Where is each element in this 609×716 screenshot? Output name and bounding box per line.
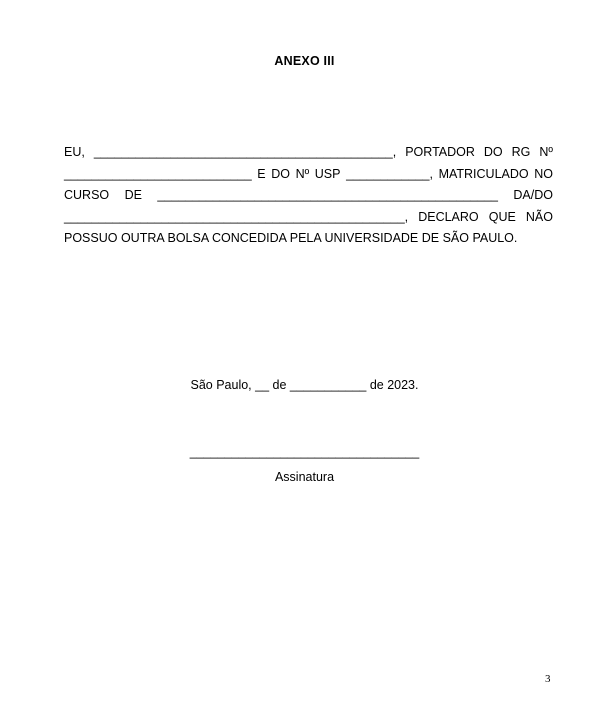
declaration-line-1 <box>64 142 553 164</box>
declaration-word: RG <box>511 145 531 159</box>
page-number: 3 <box>545 673 551 685</box>
declaration-sentence: POSSUO OUTRA BOLSA CONCEDIDA PELA UNIVERSIDADE DE SÃO PAULO. <box>64 231 518 245</box>
declaration-word: CURSO <box>64 188 110 202</box>
declaration-word: DE <box>124 188 142 202</box>
declaration-word: MATRICULADO <box>438 166 529 181</box>
declaration-word: NÃO <box>525 209 553 224</box>
declaration-word: DO <box>483 145 503 159</box>
declaration-word: NO <box>534 166 553 181</box>
name-blank: ___________________________________________, <box>93 145 397 159</box>
signature-label: Assinatura <box>274 470 335 484</box>
document-title: ANEXO III <box>274 54 335 68</box>
declaration-word: DECLARO <box>418 209 479 224</box>
declaration-word: Nº <box>539 145 553 159</box>
declaration-word: Nº <box>295 166 310 181</box>
declaration-line-3 <box>64 185 553 207</box>
declaration-paragraph <box>64 142 553 250</box>
declaration-word: QUE <box>488 209 516 224</box>
declaration-word: PORTADOR <box>405 145 475 159</box>
declaration-word: DA/DO <box>513 188 553 202</box>
declaration-word: EU, <box>64 145 85 159</box>
signature-line: _________________________________ <box>189 445 420 459</box>
institute-blank: _________________________________________________, <box>64 209 409 224</box>
declaration-word: E <box>257 166 266 181</box>
declaration-line-4 <box>64 207 553 229</box>
usp-number-blank: ____________, <box>346 166 433 181</box>
declaration-word: USP <box>314 166 341 181</box>
declaration-line-5 <box>64 228 553 250</box>
place-and-date: São Paulo, __ de ___________ de 2023. <box>190 378 419 392</box>
declaration-line-2 <box>64 164 553 186</box>
declaration-word: DO <box>271 166 290 181</box>
course-blank: _________________________________________________ <box>157 188 498 202</box>
rg-blank: ___________________________ <box>64 166 252 181</box>
